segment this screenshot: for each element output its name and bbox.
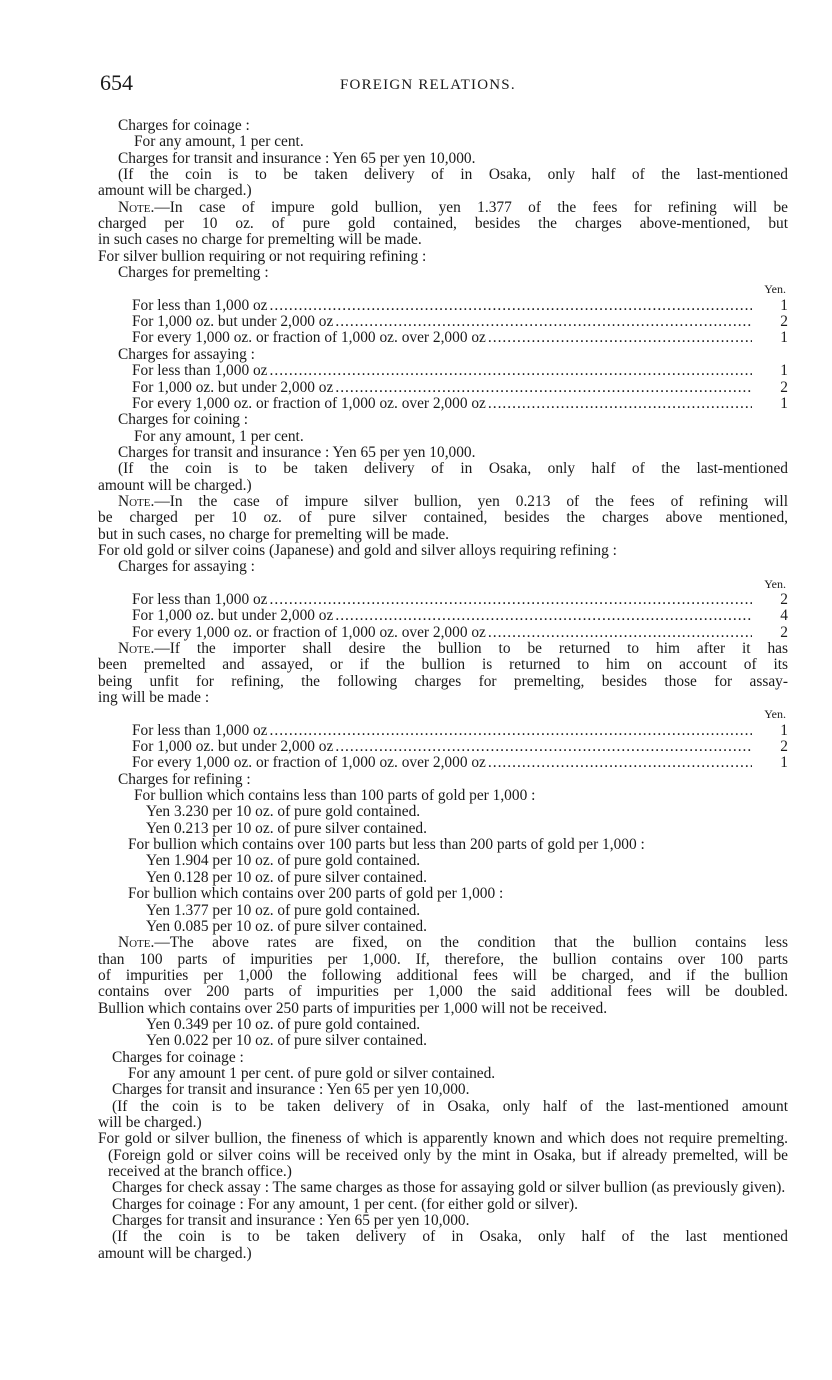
fee-label: For every 1,000 oz. or fraction of 1,000 oz. over 2,000 oz	[132, 623, 486, 641]
page-number: 654	[100, 70, 133, 95]
fee-label: For every 1,000 oz. or fraction of 1,000 oz. over 2,000 oz	[132, 754, 486, 772]
fee-value: 2	[780, 378, 788, 396]
text-line: Charges for coinage :	[112, 1048, 244, 1066]
text-line: For any amount, 1 per cent.	[134, 427, 304, 445]
fee-value: 1	[780, 754, 788, 772]
text-line: amount will be charged.)	[98, 1244, 252, 1262]
leader-dots	[488, 625, 752, 641]
fee-label: For less than 1,000 oz	[132, 362, 268, 380]
text-line: (If the coin is to be taken delivery of in Osaka, only half of the last mentioned	[112, 1228, 788, 1246]
note-text: —If the importer shall desire the bullion to be returned to him after it has	[154, 640, 788, 657]
text-line: being unfit for refining, the following charges for premelting, besides those for assay-	[98, 672, 788, 690]
text-line: Yen 0.085 per 10 oz. of pure silver contained.	[146, 917, 427, 935]
text-line: Yen 1.904 per 10 oz. of pure gold contained.	[146, 852, 421, 870]
fee-label: For less than 1,000 oz	[132, 721, 268, 739]
text-line: Charges for assaying :	[118, 345, 255, 363]
fee-row	[98, 330, 788, 346]
leader-dots	[488, 755, 752, 771]
text-line: Charges for coining :	[118, 411, 249, 429]
text-line: be charged per 10 oz. of pure silver contained, besides the charges above mentioned,	[98, 509, 788, 527]
note-label: Note.	[118, 640, 155, 657]
fee-label: For every 1,000 oz. or fraction of 1,000 oz. over 2,000 oz	[132, 329, 486, 347]
text-line: in such cases no charge for premelting will be made.	[98, 231, 422, 249]
text-line: Yen 1.377 per 10 oz. of pure gold contained.	[146, 901, 421, 919]
text-line: been premelted and assayed, or if the bullion is returned to him on account of its	[98, 656, 788, 674]
leader-dots	[270, 592, 752, 608]
leader-dots	[488, 396, 752, 412]
yen-column-header: Yen.	[764, 707, 786, 722]
fee-row	[98, 298, 788, 314]
text-line: For bullion which contains over 100 parts but less than 200 parts of gold per 1,000 :	[128, 836, 645, 854]
text-line: Charges for transit and insurance : Yen 65 per yen 10,000.	[112, 1081, 470, 1099]
fee-label: For less than 1,000 oz	[132, 590, 268, 608]
fee-label: For 1,000 oz. but under 2,000 oz	[132, 378, 334, 396]
text-line: For any amount 1 per cent. of pure gold or silver contained.	[128, 1064, 496, 1082]
text-line: amount will be charged.)	[98, 182, 252, 200]
text-line: Bullion which contains over 250 parts of impurities per 1,000 will not be received.	[98, 999, 608, 1017]
text-line: For silver bullion requiring or not requiring refining :	[98, 247, 427, 265]
text-line: Yen 0.128 per 10 oz. of pure silver contained.	[146, 868, 427, 886]
text-line: Charges for transit and insurance : Yen 65 per yen 10,000.	[112, 1212, 470, 1230]
text-line: Charges for transit and insurance : Yen 65 per yen 10,000.	[118, 149, 476, 167]
note-label: Note.	[118, 492, 155, 510]
leader-dots	[335, 314, 752, 330]
fee-label: For less than 1,000 oz	[132, 296, 268, 314]
text-line: Yen 3.230 per 10 oz. of pure gold contained.	[146, 803, 421, 821]
fee-value: 1	[780, 721, 788, 739]
text-line: but in such cases, no charge for premelting will be made.	[98, 525, 450, 543]
text-line: Yen 0.213 per 10 oz. of pure silver contained.	[146, 819, 427, 837]
leader-dots	[335, 380, 752, 396]
leader-dots	[335, 739, 752, 755]
fee-row	[98, 723, 788, 739]
text-paragraph: Charges for check assay : The same charges as those for assaying gold or silver bullion (as previously given).	[112, 1179, 786, 1197]
text-line: Charges for assaying :	[118, 558, 255, 576]
page-body	[98, 118, 788, 1262]
text-paragraph: For gold or silver bullion, the fineness of which is apparently known and which does not require premelting. (Foreign gold or silver coins will be received only by the mint in Osaka, but if already premelted, will be received at the branch office.)	[98, 1130, 788, 1180]
leader-dots	[488, 330, 752, 346]
fee-row	[98, 380, 788, 396]
text-line: contains over 200 parts of impurities per 1,000 the said additional fees will be doubled.	[98, 983, 788, 1001]
note-text: —The above rates are fixed, on the condition that the bullion contains less	[154, 934, 788, 952]
fee-label: For 1,000 oz. but under 2,000 oz	[132, 738, 334, 756]
fee-value: 1	[780, 296, 788, 314]
text-line: ing will be made :	[98, 689, 210, 707]
leader-dots	[335, 608, 752, 624]
text-line: charged per 10 oz. of pure gold contained, besides the charges above-mentioned, but	[98, 215, 788, 233]
fee-row	[98, 314, 788, 330]
fee-value: 1	[780, 362, 788, 380]
note-text: —In the case of impure silver bullion, yen 0.213 of the fees of refining will	[154, 492, 788, 510]
fee-value: 2	[780, 590, 788, 608]
text-line: Charges for refining :	[118, 770, 251, 788]
fee-value: 2	[780, 623, 788, 641]
fee-row	[98, 755, 788, 771]
text-line: Yen 0.022 per 10 oz. of pure silver contained.	[146, 1032, 427, 1050]
text-line: Yen 0.349 per 10 oz. of pure gold contained.	[146, 1015, 421, 1033]
note-label: Note.	[118, 934, 155, 952]
fee-value: 2	[780, 738, 788, 756]
fee-row	[98, 592, 788, 608]
running-title: FOREIGN RELATIONS.	[340, 77, 516, 93]
text-line: For bullion which contains over 200 parts of gold per 1,000 :	[128, 885, 504, 903]
note-line	[98, 641, 788, 657]
fee-label: For 1,000 oz. but under 2,000 oz	[132, 313, 334, 331]
text-line: (If the coin is to be taken delivery of in Osaka, only half of the last-mentioned	[118, 166, 788, 184]
text-line: For any amount, 1 per cent.	[134, 133, 304, 151]
fee-row	[98, 396, 788, 412]
text-line: Charges for coinage : For any amount, 1 per cent. (for either gold or silver).	[112, 1195, 578, 1213]
fee-label: For every 1,000 oz. or fraction of 1,000 oz. over 2,000 oz	[132, 394, 486, 412]
text-line: For bullion which contains less than 100 parts of gold per 1,000 :	[134, 787, 536, 805]
leader-dots	[270, 363, 752, 379]
leader-dots	[270, 723, 752, 739]
text-line: will be charged.)	[98, 1113, 202, 1131]
text-line: than 100 parts of impurities per 1,000. If, therefore, the bullion contains over 100 parts	[98, 950, 788, 968]
text-line: Charges for coinage :	[118, 117, 250, 134]
note-label: Note.	[118, 198, 155, 216]
fee-label: For 1,000 oz. but under 2,000 oz	[132, 607, 334, 625]
fee-row	[98, 625, 788, 641]
fee-value: 4	[780, 607, 788, 625]
yen-column-header: Yen.	[764, 576, 786, 591]
fee-row	[98, 739, 788, 755]
text-line: (If the coin is to be taken delivery of in Osaka, only half of the last-mentioned	[118, 460, 788, 478]
fee-value: 1	[780, 394, 788, 412]
text-line: of impurities per 1,000 the following additional fees will be charged, and if the bullion	[98, 966, 788, 984]
text-line: (If the coin is to be taken delivery of in Osaka, only half of the last-mentioned amount	[112, 1097, 788, 1115]
yen-column-header: Yen.	[764, 282, 786, 297]
note-line	[98, 935, 788, 951]
text-line: Charges for premelting :	[118, 264, 269, 282]
leader-dots	[270, 298, 752, 314]
text-line: Charges for transit and insurance : Yen 65 per yen 10,000.	[118, 443, 476, 461]
note-line	[98, 494, 788, 510]
fee-value: 2	[780, 313, 788, 331]
note-line	[98, 200, 788, 216]
fee-row	[98, 608, 788, 624]
fee-row	[98, 363, 788, 379]
fee-value: 1	[780, 329, 788, 347]
text-line: amount will be charged.)	[98, 476, 252, 494]
text-line: For old gold or silver coins (Japanese) and gold and silver alloys requiring refining :	[98, 541, 617, 559]
note-text: —In case of impure gold bullion, yen 1.377 of the fees for refining will be	[154, 198, 788, 216]
